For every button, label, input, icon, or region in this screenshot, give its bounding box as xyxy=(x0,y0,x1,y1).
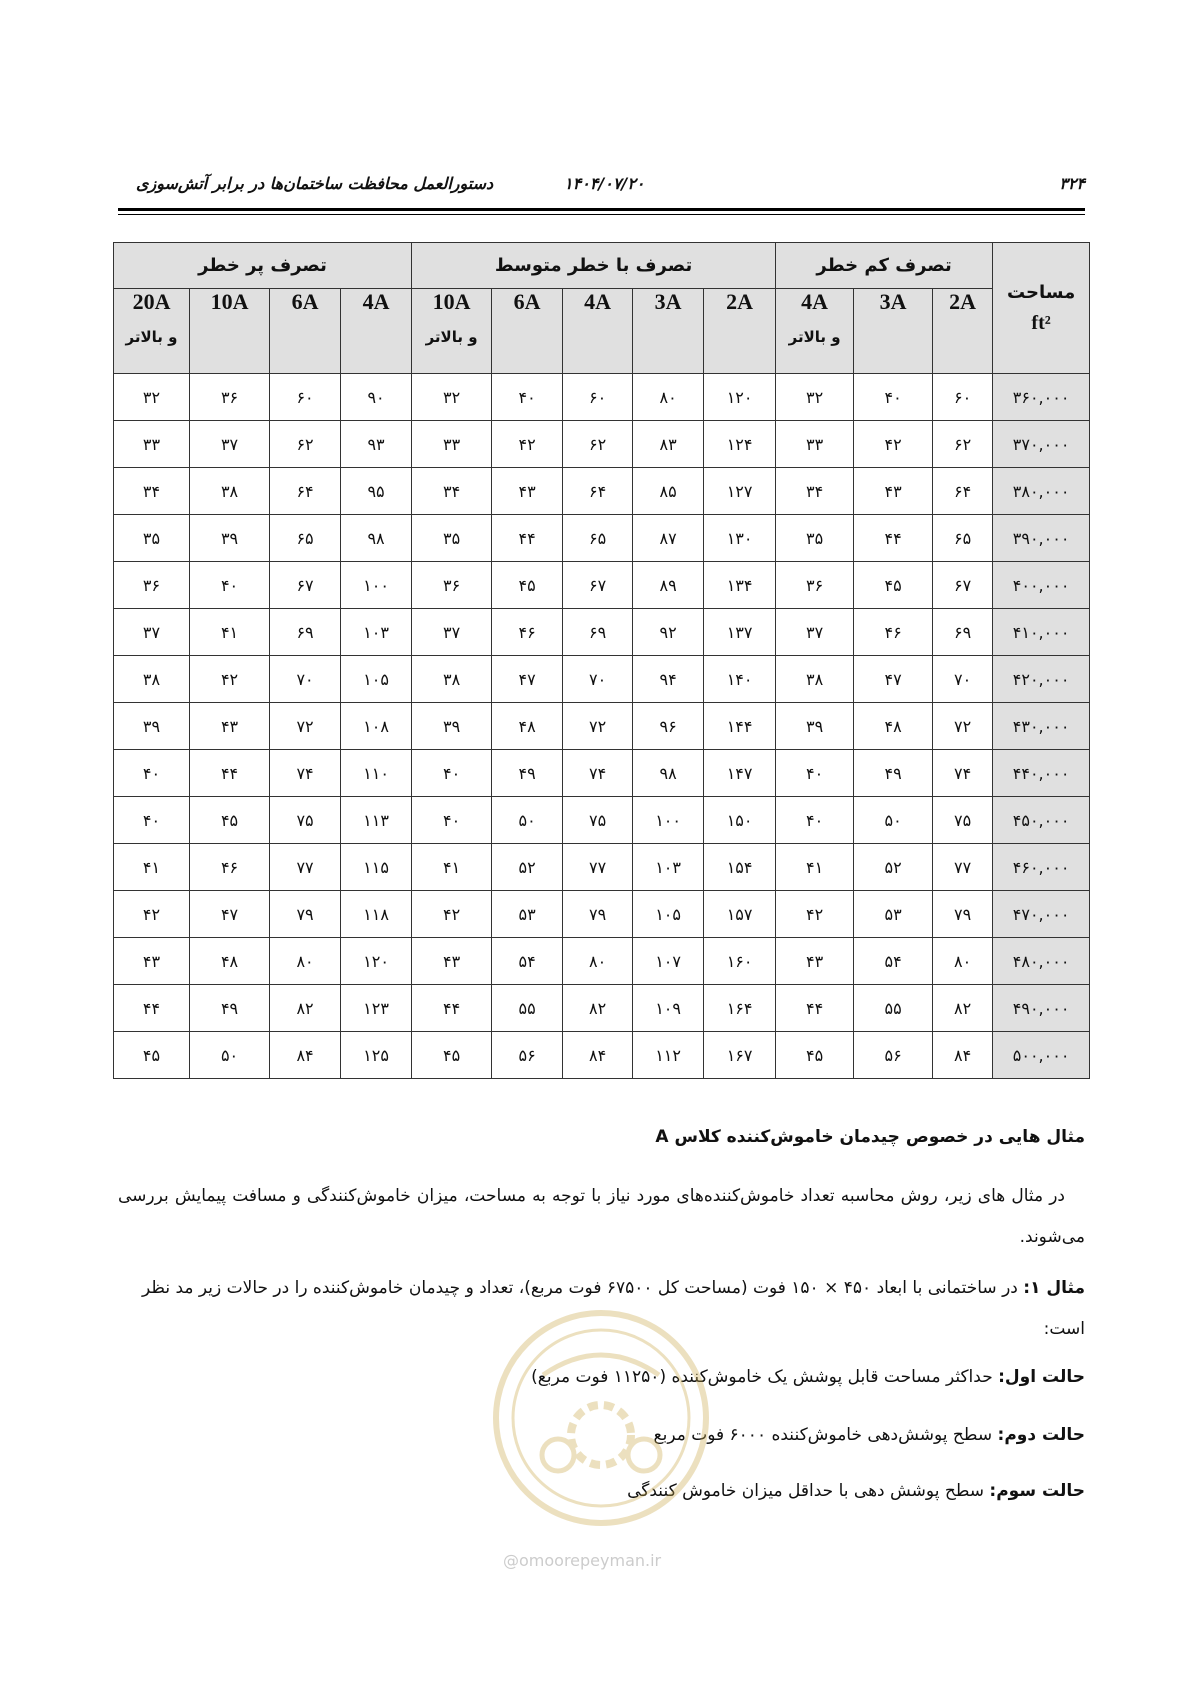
value-cell: ۴۸ xyxy=(854,703,933,750)
class-header-3 xyxy=(776,289,854,374)
value-cell: ۱۲۰ xyxy=(704,374,776,421)
value-cell: ۳۲ xyxy=(114,374,190,421)
area-cell: ۴۲۰,۰۰۰ xyxy=(993,656,1090,703)
table-row xyxy=(114,844,1090,891)
value-cell: ۵۲ xyxy=(854,844,933,891)
value-cell: ۴۹ xyxy=(492,750,563,797)
area-cell: ۴۳۰,۰۰۰ xyxy=(993,703,1090,750)
value-cell: ۳۹ xyxy=(412,703,492,750)
value-cell: ۵۰ xyxy=(492,797,563,844)
class-subtitle: و بالاتر xyxy=(425,328,478,346)
value-cell: ۴۰ xyxy=(776,750,854,797)
value-cell: ۶۲ xyxy=(270,421,341,468)
value-cell: ۱۳۴ xyxy=(704,562,776,609)
value-cell: ۴۶ xyxy=(492,609,563,656)
value-cell: ۷۴ xyxy=(270,750,341,797)
value-cell: ۱۴۴ xyxy=(704,703,776,750)
value-cell: ۳۳ xyxy=(114,421,190,468)
value-cell: ۷۵ xyxy=(933,797,993,844)
value-cell: ۷۹ xyxy=(270,891,341,938)
class-subtitle: و بالاتر xyxy=(125,328,178,346)
class-header-5 xyxy=(633,289,704,374)
class-header-12 xyxy=(114,289,190,374)
value-cell: ۱۶۴ xyxy=(704,985,776,1032)
value-cell: ۴۶ xyxy=(190,844,270,891)
value-cell: ۱۱۲ xyxy=(633,1032,704,1079)
value-cell: ۵۳ xyxy=(492,891,563,938)
group-header-row xyxy=(114,243,1090,289)
value-cell: ۱۰۵ xyxy=(633,891,704,938)
value-cell: ۷۴ xyxy=(933,750,993,797)
value-cell: ۶۹ xyxy=(563,609,633,656)
value-cell: ۶۴ xyxy=(933,468,993,515)
value-cell: ۳۳ xyxy=(412,421,492,468)
value-cell: ۱۵۴ xyxy=(704,844,776,891)
value-cell: ۴۲ xyxy=(776,891,854,938)
area-cell: ۴۶۰,۰۰۰ xyxy=(993,844,1090,891)
value-cell: ۴۵ xyxy=(492,562,563,609)
area-unit: ft² xyxy=(1031,312,1051,334)
group-header-high: تصرف پر خطر xyxy=(114,243,412,289)
value-cell: ۴۴ xyxy=(776,985,854,1032)
value-cell: ۸۲ xyxy=(563,985,633,1032)
value-cell: ۵۰ xyxy=(190,1032,270,1079)
value-cell: ۳۹ xyxy=(190,515,270,562)
value-cell: ۳۹ xyxy=(776,703,854,750)
class-subtitle: و بالاتر xyxy=(788,328,841,346)
area-cell: ۴۵۰,۰۰۰ xyxy=(993,797,1090,844)
value-cell: ۷۲ xyxy=(933,703,993,750)
value-cell: ۴۰ xyxy=(412,797,492,844)
value-cell: ۴۳ xyxy=(854,468,933,515)
value-cell: ۸۴ xyxy=(563,1032,633,1079)
value-cell: ۶۵ xyxy=(933,515,993,562)
value-cell: ۸۲ xyxy=(270,985,341,1032)
value-cell: ۴۲ xyxy=(190,656,270,703)
value-cell: ۴۳ xyxy=(412,938,492,985)
table-row xyxy=(114,938,1090,985)
value-cell: ۱۰۳ xyxy=(341,609,412,656)
value-cell: ۱۱۵ xyxy=(341,844,412,891)
value-cell: ۱۰۵ xyxy=(341,656,412,703)
value-cell: ۴۲ xyxy=(854,421,933,468)
value-cell: ۱۱۸ xyxy=(341,891,412,938)
value-cell: ۳۴ xyxy=(114,468,190,515)
value-cell: ۱۱۳ xyxy=(341,797,412,844)
value-cell: ۹۸ xyxy=(633,750,704,797)
value-cell: ۶۴ xyxy=(563,468,633,515)
case-1-label: حالت اول: xyxy=(998,1367,1085,1387)
value-cell: ۵۲ xyxy=(492,844,563,891)
value-cell: ۴۰ xyxy=(492,374,563,421)
area-cell: ۴۱۰,۰۰۰ xyxy=(993,609,1090,656)
intro-paragraph: در مثال های زیر، روش محاسبه تعداد خاموش‌کننده‌های مورد نیاز با توجه به مساحت، میزان خاموش‌کنندگی و مسافت پیمایش بررسی می‌شوند. xyxy=(118,1186,1085,1247)
value-cell: ۵۶ xyxy=(854,1032,933,1079)
value-cell: ۴۱ xyxy=(412,844,492,891)
value-cell: ۳۵ xyxy=(776,515,854,562)
value-cell: ۴۲ xyxy=(412,891,492,938)
value-cell: ۷۷ xyxy=(270,844,341,891)
table-row xyxy=(114,891,1090,938)
value-cell: ۱۰۳ xyxy=(633,844,704,891)
value-cell: ۹۶ xyxy=(633,703,704,750)
table-row xyxy=(114,515,1090,562)
value-cell: ۳۷ xyxy=(190,421,270,468)
value-cell: ۱۰۹ xyxy=(633,985,704,1032)
value-cell: ۱۶۰ xyxy=(704,938,776,985)
value-cell: ۳۷ xyxy=(412,609,492,656)
class-code: 10A xyxy=(432,289,471,314)
class-header-9 xyxy=(341,289,412,374)
value-cell: ۳۵ xyxy=(412,515,492,562)
value-cell: ۳۶ xyxy=(190,374,270,421)
class-code: 4A xyxy=(584,289,612,314)
class-header-row xyxy=(114,289,1090,374)
value-cell: ۹۳ xyxy=(341,421,412,468)
value-cell: ۳۸ xyxy=(114,656,190,703)
value-cell: ۵۳ xyxy=(854,891,933,938)
value-cell: ۷۹ xyxy=(563,891,633,938)
value-cell: ۴۰ xyxy=(190,562,270,609)
value-cell: ۵۴ xyxy=(492,938,563,985)
table-row xyxy=(114,703,1090,750)
value-cell: ۴۰ xyxy=(854,374,933,421)
case-1-text: حداکثر مساحت قابل پوشش یک خاموش‌کننده (۱۱۲۵۰ فوت مربع) xyxy=(531,1367,999,1387)
table-row xyxy=(114,797,1090,844)
value-cell: ۹۴ xyxy=(633,656,704,703)
value-cell: ۴۰ xyxy=(412,750,492,797)
value-cell: ۷۲ xyxy=(270,703,341,750)
value-cell: ۶۰ xyxy=(933,374,993,421)
header-rule-thick xyxy=(118,208,1085,211)
header-title: دستورالعمل محافظت ساختمان‌ها در برابر آتش‌سوزی xyxy=(136,174,494,193)
value-cell: ۷۰ xyxy=(933,656,993,703)
area-cell: ۴۰۰,۰۰۰ xyxy=(993,562,1090,609)
value-cell: ۹۰ xyxy=(341,374,412,421)
area-cell: ۴۹۰,۰۰۰ xyxy=(993,985,1090,1032)
extinguisher-table xyxy=(113,242,1090,1079)
value-cell: ۴۴ xyxy=(412,985,492,1032)
value-cell: ۳۶ xyxy=(776,562,854,609)
watermark-url: @omoorepeyman.ir xyxy=(503,1551,662,1570)
area-header-label: مساحت xyxy=(1006,282,1076,303)
class-code: 3A xyxy=(654,289,682,314)
area-cell: ۴۷۰,۰۰۰ xyxy=(993,891,1090,938)
value-cell: ۱۲۴ xyxy=(704,421,776,468)
value-cell: ۶۷ xyxy=(563,562,633,609)
page-number: ۳۲۴ xyxy=(1059,174,1085,193)
value-cell: ۳۷ xyxy=(776,609,854,656)
value-cell: ۶۰ xyxy=(563,374,633,421)
class-code: 20A xyxy=(132,289,171,314)
value-cell: ۴۹ xyxy=(190,985,270,1032)
value-cell: ۴۵ xyxy=(190,797,270,844)
class-header-11 xyxy=(190,289,270,374)
case-2-text: سطح پوشش‌دهی خاموش‌کننده ۶۰۰۰ فوت مربع xyxy=(653,1425,998,1445)
value-cell: ۴۳ xyxy=(776,938,854,985)
value-cell: ۱۰۷ xyxy=(633,938,704,985)
value-cell: ۳۸ xyxy=(412,656,492,703)
table-row xyxy=(114,656,1090,703)
value-cell: ۷۷ xyxy=(933,844,993,891)
value-cell: ۱۲۳ xyxy=(341,985,412,1032)
class-header-6 xyxy=(563,289,633,374)
value-cell: ۵۵ xyxy=(854,985,933,1032)
case-3-label: حالت سوم: xyxy=(989,1481,1085,1501)
area-cell: ۳۶۰,۰۰۰ xyxy=(993,374,1090,421)
value-cell: ۴۳ xyxy=(114,938,190,985)
value-cell: ۷۹ xyxy=(933,891,993,938)
table-row xyxy=(114,985,1090,1032)
area-cell: ۳۸۰,۰۰۰ xyxy=(993,468,1090,515)
value-cell: ۶۹ xyxy=(270,609,341,656)
value-cell: ۶۰ xyxy=(270,374,341,421)
area-cell: ۳۹۰,۰۰۰ xyxy=(993,515,1090,562)
value-cell: ۷۵ xyxy=(270,797,341,844)
value-cell: ۴۰ xyxy=(776,797,854,844)
value-cell: ۸۰ xyxy=(933,938,993,985)
value-cell: ۸۲ xyxy=(933,985,993,1032)
value-cell: ۴۵ xyxy=(412,1032,492,1079)
class-header-7 xyxy=(492,289,563,374)
value-cell: ۴۵ xyxy=(776,1032,854,1079)
seal-watermark-icon xyxy=(488,1305,714,1531)
value-cell: ۴۴ xyxy=(854,515,933,562)
class-code: 10A xyxy=(210,289,249,314)
value-cell: ۸۰ xyxy=(270,938,341,985)
value-cell: ۳۲ xyxy=(776,374,854,421)
value-cell: ۱۴۰ xyxy=(704,656,776,703)
value-cell: ۴۷ xyxy=(492,656,563,703)
value-cell: ۵۵ xyxy=(492,985,563,1032)
value-cell: ۱۰۸ xyxy=(341,703,412,750)
value-cell: ۴۹ xyxy=(854,750,933,797)
value-cell: ۱۰۰ xyxy=(341,562,412,609)
value-cell: ۶۵ xyxy=(563,515,633,562)
value-cell: ۷۷ xyxy=(563,844,633,891)
table-row xyxy=(114,609,1090,656)
case-2-label: حالت دوم: xyxy=(997,1425,1085,1445)
value-cell: ۴۱ xyxy=(776,844,854,891)
value-cell: ۶۵ xyxy=(270,515,341,562)
class-code: 2A xyxy=(726,289,754,314)
header-rule-thin xyxy=(118,214,1085,215)
value-cell: ۸۰ xyxy=(633,374,704,421)
value-cell: ۳۷ xyxy=(114,609,190,656)
value-cell: ۶۲ xyxy=(563,421,633,468)
value-cell: ۸۳ xyxy=(633,421,704,468)
table-row xyxy=(114,1032,1090,1079)
value-cell: ۴۷ xyxy=(190,891,270,938)
value-cell: ۴۴ xyxy=(492,515,563,562)
value-cell: ۱۵۰ xyxy=(704,797,776,844)
value-cell: ۴۰ xyxy=(114,750,190,797)
value-cell: ۱۳۷ xyxy=(704,609,776,656)
group-header-medium: تصرف با خطر متوسط xyxy=(412,243,776,289)
class-code: 6A xyxy=(291,289,319,314)
value-cell: ۴۸ xyxy=(492,703,563,750)
class-header-8 xyxy=(412,289,492,374)
value-cell: ۷۲ xyxy=(563,703,633,750)
value-cell: ۳۵ xyxy=(114,515,190,562)
examples-heading: مثال هایی در خصوص چیدمان خاموش‌کننده کلاس A xyxy=(655,1127,1085,1147)
value-cell: ۶۹ xyxy=(933,609,993,656)
value-cell: ۸۴ xyxy=(270,1032,341,1079)
value-cell: ۶۷ xyxy=(270,562,341,609)
value-cell: ۳۲ xyxy=(412,374,492,421)
value-cell: ۱۲۷ xyxy=(704,468,776,515)
value-cell: ۱۴۷ xyxy=(704,750,776,797)
value-cell: ۱۳۰ xyxy=(704,515,776,562)
value-cell: ۹۲ xyxy=(633,609,704,656)
class-code: 2A xyxy=(949,289,977,314)
value-cell: ۸۵ xyxy=(633,468,704,515)
value-cell: ۴۲ xyxy=(114,891,190,938)
class-code: 3A xyxy=(879,289,907,314)
class-header-4 xyxy=(704,289,776,374)
value-cell: ۸۹ xyxy=(633,562,704,609)
value-cell: ۸۷ xyxy=(633,515,704,562)
value-cell: ۱۲۵ xyxy=(341,1032,412,1079)
table-row xyxy=(114,421,1090,468)
running-header xyxy=(118,172,1085,202)
value-cell: ۱۰۰ xyxy=(633,797,704,844)
value-cell: ۳۴ xyxy=(412,468,492,515)
value-cell: ۷۴ xyxy=(563,750,633,797)
table-row xyxy=(114,750,1090,797)
value-cell: ۴۳ xyxy=(492,468,563,515)
value-cell: ۴۷ xyxy=(854,656,933,703)
value-cell: ۴۴ xyxy=(114,985,190,1032)
value-cell: ۴۱ xyxy=(114,844,190,891)
value-cell: ۶۴ xyxy=(270,468,341,515)
table-row xyxy=(114,562,1090,609)
value-cell: ۳۶ xyxy=(114,562,190,609)
value-cell: ۷۵ xyxy=(563,797,633,844)
example-1-text: در ساختمانی با ابعاد ۴۵۰ × ۱۵۰ فوت (مساحت کل ۶۷۵۰۰ فوت مربع)، تعداد و چیدمان خاموش‌کننده را در حالات زیر مد نظر است: xyxy=(142,1278,1085,1339)
example-1-label: مثال ۱: xyxy=(1023,1278,1085,1298)
table-row xyxy=(114,468,1090,515)
class-code: 4A xyxy=(362,289,390,314)
table-row xyxy=(114,374,1090,421)
area-cell: ۳۷۰,۰۰۰ xyxy=(993,421,1090,468)
value-cell: ۷۰ xyxy=(270,656,341,703)
area-cell: ۴۸۰,۰۰۰ xyxy=(993,938,1090,985)
value-cell: ۳۸ xyxy=(190,468,270,515)
case-3-text: سطح پوشش دهی با حداقل میزان خاموش کنندگی xyxy=(627,1481,990,1501)
value-cell: ۳۴ xyxy=(776,468,854,515)
value-cell: ۵۴ xyxy=(854,938,933,985)
value-cell: ۱۶۷ xyxy=(704,1032,776,1079)
value-cell: ۴۰ xyxy=(114,797,190,844)
value-cell: ۱۵۷ xyxy=(704,891,776,938)
class-code: 6A xyxy=(513,289,541,314)
value-cell: ۴۵ xyxy=(114,1032,190,1079)
value-cell: ۸۴ xyxy=(933,1032,993,1079)
value-cell: ۴۵ xyxy=(854,562,933,609)
value-cell: ۴۴ xyxy=(190,750,270,797)
class-code: 4A xyxy=(801,289,829,314)
class-header-1 xyxy=(933,289,993,374)
value-cell: ۳۹ xyxy=(114,703,190,750)
table-body xyxy=(114,374,1090,1079)
value-cell: ۴۳ xyxy=(190,703,270,750)
value-cell: ۵۶ xyxy=(492,1032,563,1079)
header-date: ۱۴۰۴/۰۷/۲۰ xyxy=(564,174,645,193)
value-cell: ۳۶ xyxy=(412,562,492,609)
value-cell: ۹۵ xyxy=(341,468,412,515)
value-cell: ۳۸ xyxy=(776,656,854,703)
value-cell: ۴۲ xyxy=(492,421,563,468)
value-cell: ۴۱ xyxy=(190,609,270,656)
area-cell: ۵۰۰,۰۰۰ xyxy=(993,1032,1090,1079)
value-cell: ۶۷ xyxy=(933,562,993,609)
value-cell: ۶۲ xyxy=(933,421,993,468)
class-header-10 xyxy=(270,289,341,374)
value-cell: ۱۲۰ xyxy=(341,938,412,985)
value-cell: ۸۰ xyxy=(563,938,633,985)
class-header-2 xyxy=(854,289,933,374)
value-cell: ۳۳ xyxy=(776,421,854,468)
value-cell: ۹۸ xyxy=(341,515,412,562)
value-cell: ۴۸ xyxy=(190,938,270,985)
value-cell: ۱۱۰ xyxy=(341,750,412,797)
area-cell: ۴۴۰,۰۰۰ xyxy=(993,750,1090,797)
group-header-low: تصرف کم خطر xyxy=(776,243,993,289)
area-column-header xyxy=(993,243,1090,374)
value-cell: ۴۶ xyxy=(854,609,933,656)
value-cell: ۵۰ xyxy=(854,797,933,844)
value-cell: ۷۰ xyxy=(563,656,633,703)
